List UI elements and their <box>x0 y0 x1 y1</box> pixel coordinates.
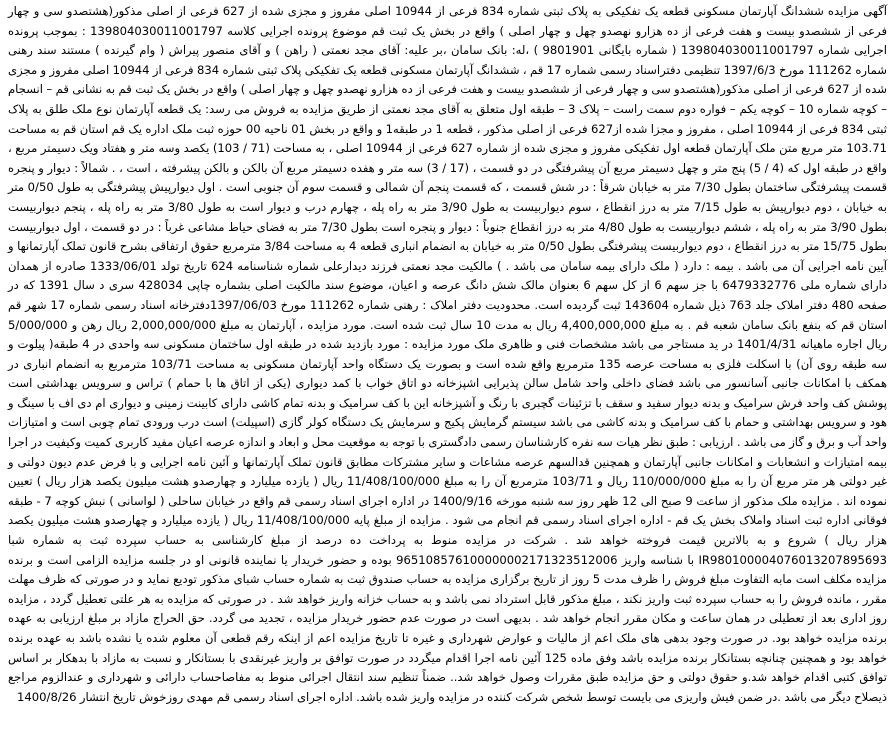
auction-notice-text: آگهی مزایده ششدانگ آپارتمان مسکونی قطعه یک تفکیکی به پلاک ثبتی شماره 834 فرعی از 10944 اصلی مفروز و مجزی شده از 627 فرعی از اصلی مذکور(هشتصدو سی و چهار فرعی از ششصدو بیست و هفت فرعی از ده هزارو نهصدو چهل و چهار اصلی ) واقع در بخش یک ثبت قم موضوع پرونده اجرایی کلاسه 139804030011001797 : بموجب پرونده اجرایی شماره 139804030011001797 ( شماره بایگانی 9801901 ) ،له: بانک سامان ،بر علیه: آقای مجد نعمتی ( راهن ) و آقای منصور پیراش ( وام گیرنده ) مستند سند رهنی شماره 111262 مورخ 1397/6/3 تنظیمی دفتراسناد رسمی شماره 17 قم ، ششدانگ آپارتمان مسکونی قطعه یک تفکیکی پلاک ثبتی شماره 834 فرعی از 10944 اصلی مفروز و مجزی شده از 627 فرعی از اصلی مذکور(هشتصدو سی و چهار فرعی از ششصدو بیست و هفت فرعی از ده هزارو نهصدو چهل و چهار اصلی ) واقع در بخش یک ثبت قم به نشانی قم – انسجام – کوچه شماره 10 – کوچه یکم – فواره دوم سمت راست – پلاک 3 – طبقه اول متعلق به آقای مجد نعمتی از طریق مزایده به فروش می رسد: یک قطعه آپارتمان نوع ملک طلق به پلاک ثبتی 834 فرعی از 10944 اصلی ، مفروز و مجزا شده از627 فرعی از اصلی مذکور ، قطعه 1 در طبقه1 و واقع در بخش 01 ناحیه 00 حوزه ثبت ملک اداره یک قم استان قم به مساحت 103.71 متر مربع متن ملک آپارتمان قطعه اول تفکیکی مفروز و مجزی شده از شماره 627 فرعی از 10944 اصلی ، به مساحت (71 / 103) یکصد وسه متر و هفتاد ویک دسیمتر مربع ، واقع در طبقه اول که (4 / 5) پنج متر و چهل دسیمتر مربع آن پیشرفتگی در دو قسمت ، (17 / 3) سه متر و هفده دسیمتر مربع آن بالکن و بالکن پیشرفته ، است ، . شمالاً : دیوار و پنجره قسمت پیشرفتگی ساختمان بطول 7/30 متر به خیابان شرقاً : در شش قسمت ، که قسمت پنجم آن شمالی و قسمت سوم آن جنوبی است . اول دیوارپیش پیشرفتگی به طول 0/50 متر به خیابان ، دوم دیوارپیش به طول 7/15 متر به درز انقطاع ، سوم دیواربیست به طول 3/90 متر به راه پله ، چهارم درب و دیوار است به طول 3/80 متر به راه پله ، پنجم دیواربیست بطول 3/90 متر به راه پله ، ششم دیواربیست به طول 4/80 متر به درز انقطاع جنوباً : دیوار و پنجره است بطول 7/30 متر به فضای حیاط مشاعی غرباً : در دو قسمت ، اول دیواربیست بطول 15/75 متر به درز انقطاع ، دوم دیواربیست پیشرفتگی بطول 0/50 متر به خیابان به انضمام انباری قطعه 4 به مساحت 3/84 مترمربع حقوق ارتفاقی بشرح قانون تملک آپارتمانها و آیین نامه اجرایی آن می باشد . بیمه : دارد ( ملک دارای بیمه سامان می باشد . ) مالکیت مجد نعمتی فرزند دیدارعلی شماره شناسنامه 624 تاریخ تولد 1333/06/01 صادره از همدان دارای شماره ملی 6479332776 با جز سهم 6 از کل سهم 6 بعنوان مالک شش دانگ عرصه و اعیان، موضوع سند مالکیت اصلی بشماره چاپی 428034 سری د سال 1391 که در صفحه 480 دفتر املاک جلد 763 ذیل شماره 143604 ثبت گردیده است. محدودیت دفتر املاک : رهنی شماره 111262 مورخ 1397/06/03دفترخانه اسناد رسمی شماره 17 شهر قم استان قم که بنفع بانک سامان شعبه قم . به مبلغ 4,400,000,000 ریال به مدت 10 سال ثبت شده است. مورد مزایده ، آپارتمان به مبلغ 2,000,000/000 ریال رهن و 5/000/000 ریال اجاره ماهیانه 1401/4/31 در ید مستاجر می باشد مشخصات فنی و ظاهری ملک مورد مزایده : مورد بازدید شده در طبقه اول ساختمان مسکونی سه واحدی در 4 طبقه( پیلوت و سه طبقه روی آن) با اسکلت فلزی به مساحت عرصه 135 مترمربع واقع شده است و بصورت یک دستگاه واحد آپارتمان مسکونی به مساحت 103/71 مترمربع به انضمام انباری در همکف با امکانات جانبی آسانسور می باشد فضای داخلی واحد شامل سالن پذیرایی اشپزخانه دو اتاق خواب با کمد دیواری (یکی از اتاق ها با حمام ) تراس و سرویس بهداشتی است پوشش کف واحد فرش سرامیک و بدنه دیوار سفید و سقف با تزئینات گچبری با رنگ و آشپزخانه این با کف سرامیک و بدنه تمام کاشی دارای کابینت زمینی و دیواری ام دی اف با سینگ و هود و سرویس بهداشتی و حمام با کف سرامیک و بدنه کاشی می باشد سیستم گرمایش پکیج و سرمایش یک دستگاه کولر گازی (اسپیلت) است درب ورودی تمام چوبی است و امتیازات واحد آب و برق و گاز می باشد . ارزیابی : طبق نظر هیات سه نفره کارشناسان رسمی دادگستری با توجه به موقعیت محل و ابعاد و اندازه عرصه اعیان مفید کاربری کمیت وکیفیت در اجرا بیمه امتیازات و انشعابات و امکانات جانبی آپارتمان و همچنین قدالسهم عرصه مشاعات و سایر مشترکات مطابق قانون تملک آپارتمانها و آئین نامه اجرایی و با فرض عدم دیون دولتی و غیر دولتی هر متر مربع آن را به مبلغ 110/000/000 ریال و 103/71 مترمربع آن را به مبلغ 11/408/100/000 ریال ( یازده میلیارد و چهارصدو هشت میلیون یکصد هزار ریال ) تعیین نموده اند . مزایده ملک مذکور از ساعت 9 صبح الی 12 ظهر روز سه شنبه مورخه 1400/9/16 در اداره اجرای اسناد رسمی قم واقع در خیابان ساحلی ( لواسانی ) نبش کوچه 7 - طبقه فوقانی اداره ثبت اسناد واملاک بخش یک قم - اداره اجرای اسناد رسمی قم انجام می شود . مزایده از مبلغ پایه 11/408/100/000 ریال ( یازده میلیارد و چهارصدو هشت میلیون یکصد هزار ریال ) شروع و به بالاترین قیمت فروخته خواهد شد . شرکت در مزایده منوط به پرداخت ده درصد از مبلغ کارشناسی به حساب سپرده ثبت به شماره شبا IR980100004076013207895693 با شناسه واریز 965108576100000002171323512006 بوده و حضور خریدار یا نماینده قانونی او در جلسه مزایده الزامی است و برنده مزایده مکلف است مابه التفاوت مبلغ فروش را ظرف مدت 5 روز از تاریخ برگزاری مزایده به حساب صندوق ثبت به شماره حساب شبای مذکور تودیع نماید و در صورتی که ظرف مهلت مقرر ، مانده فروش را به حساب سپرده ثبت واریز نکند ، مبلغ مذکور قابل استرداد نمی باشد و به حساب خزانه واریز خواهد شد . در صورتی که مزایده به هر علتی تعطیل گردد ، مزایده روز اداری بعد از تعطیلی در همان ساعت و مکان مقرر انجام خواهد شد . بدیهی است در صورت عدم حضور خریدار مزایده ، تجدید می گردد. حق الحراج مازاد بر مبلغ ارزیابی به عهده برنده مزایده خواهد بود. در صورت وجود بدهی های ملک اعم از مالیات و عوارض شهرداری و غیره تا تاریخ مزایده اعم از اینکه رقم قطعی آن معلوم شده یا نشده باشد به عهده برنده خواهد بود و همچنین چنانچه بستانکار برنده مزایده باشد وفق ماده 125 آئین نامه اجرا اقدام میگردد در صورت توافق بر واریز غیرنقدی با بستانکار و نسبت به مازاد با بدهکار بر اساس توافق کتبی اقدام خواهد شد.و حقوق دولتی و حق مزایده طبق مقررات وصول خواهد شد.. ضمناً تنظیم سند انتقال اجرائی منوط به مفاصاحساب دارائی و شهرداری و عندالزوم مراجع ذیصلاح دیگر می باشد .در ضمن فیش واریزی می بایست توسط شخص شرکت کننده در مزایده واریز شده باشد. اداره اجرای اسناد رسمی قم مهدی روزخوش تاریخ انتشار 1400/8/26 <box>8 4 888 704</box>
